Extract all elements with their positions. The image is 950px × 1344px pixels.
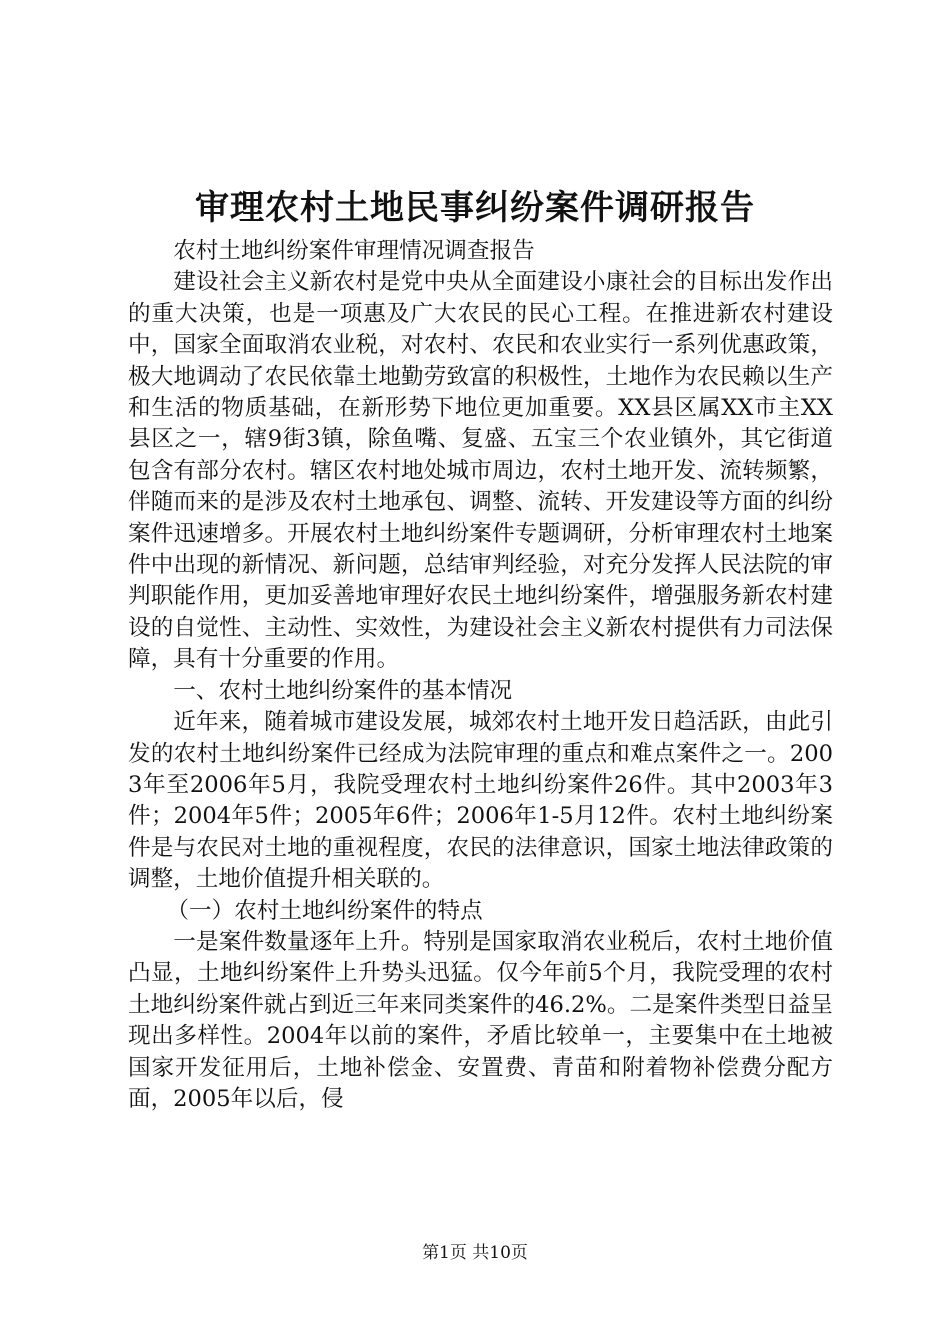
section-heading: 一、农村土地纠纷案件的基本情况	[173, 677, 513, 704]
document-title: 审理农村土地民事纠纷案件调研报告	[195, 188, 755, 228]
section-paragraph: 近年来，随着城市建设发展，城郊农村土地开发日趋活跃，由此引发的农村土地纠纷案件已经成为法院审理的重点和难点案件之一。2003年至2006年5月，我院受理农村土地纠纷案件26件。其中2003年3件；2004年5件；2005年6件；2006年1-5月12件。农村土地纠纷案件是与农民对土地的重视程度，农民的法律意识，国家土地法律政策的调整，土地价值提升相关联的。	[128, 709, 833, 893]
page-number-footer: 第1页 共10页	[422, 1243, 528, 1263]
document-body	[128, 236, 833, 1115]
subsection-heading: （一）农村土地纠纷案件的特点	[166, 897, 483, 924]
intro-paragraph: 建设社会主义新农村是党中央从全面建设小康社会的目标出发作出的重大决策，也是一项惠及广大农民的民心工程。在推进新农村建设中，国家全面取消农业税，对农村、农民和农业实行一系列优惠政策，极大地调动了农民依靠土地勤劳致富的积极性，土地作为农民赖以生产和生活的物质基础，在新形势下地位更加重要。XX县区属XX市主XX县区之一，辖9街3镇，除鱼嘴、复盛、五宝三个农业镇外，其它街道包含有部分农村。辖区农村地处城市周边，农村土地开发、流转频繁，伴随而来的是涉及农村土地承包、调整、流转、开发建设等方面的纠纷案件迅速增多。开展农村土地纠纷案件专题调研，分析审理农村土地案件中出现的新情况、新问题，总结审判经验，对充分发挥人民法院的审判职能作用，更加妥善地审理好农民土地纠纷案件，增强服务新农村建设的自觉性、主动性、实效性，为建设社会主义新农村提供有力司法保障，具有十分重要的作用。	[128, 269, 833, 673]
report-subtitle: 农村土地纠纷案件审理情况调查报告	[173, 238, 535, 264]
subsection-paragraph: 一是案件数量逐年上升。特别是国家取消农业税后，农村土地价值凸显，土地纠纷案件上升势头迅猛。仅今年前5个月，我院受理的农村土地纠纷案件就占到近三年来同类案件的46.2%。二是案件类型日益呈现出多样性。2004年以前的案件，矛盾比较单一，主要集中在土地被国家开发征用后，土地补偿金、安置费、青苗和附着物补偿费分配方面，2005年以后，侵	[128, 928, 833, 1112]
